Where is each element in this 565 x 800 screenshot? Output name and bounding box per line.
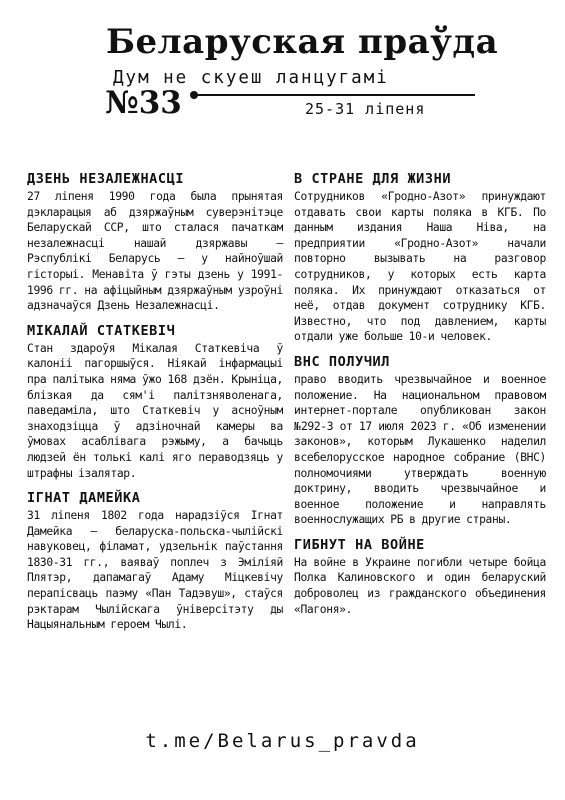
article-headline: ДЗЕНЬ НЕЗАЛЕЖНАСЦІ (27, 171, 185, 187)
article-vns (294, 353, 546, 528)
article-body: право вводить чрезвычайное и военное положение. На национальном правовом интернет-портале опубликован закон №292-З от 17 июля 2023 г. «Об изменении законов», которым Лукашенко наделил всебелорусское народное собрание (ВНС) полномочиями утверждать военную доктрину, вводить чрезвычайное и военное положение и направлять военнослужащих РБ в другие страны. (294, 372, 546, 527)
footer-telegram-link[interactable]: t.me/Belarus_pravda (145, 730, 420, 752)
article-body: 27 ліпеня 1990 года была прынятая дэкларацыя аб дзяржаўным суверэнітэце Беларускай ССР, што сталася пачаткам незалежнасці нашай дзяржавы – Рэспублікі Беларусь – у найноўшай гісторыі. Менавіта ў гэты дзень у 1991-1996 гг. на афіцыйным дзяржаўным узроўні адзначаўся Дзень Незалежнасці. (27, 190, 283, 313)
masthead-title: Беларуская праўда (106, 22, 499, 62)
article-independence-day (27, 170, 283, 314)
article-headline: МІКАЛАЙ СТАТКЕВІЧ (27, 322, 176, 339)
article-domeyko (27, 489, 283, 633)
article-headline: ГИБНУТ НА ВОЙНЕ (294, 536, 425, 553)
article-statkevich (27, 322, 283, 481)
issue-dates: 25-31 ліпеня (305, 100, 426, 118)
masthead-rule (193, 94, 475, 96)
article-body: Сотрудников «Гродно-Азот» принуждают отдавать свои карты поляка в КГБ. По данным издания Наша Ніва, на предприятии «Гродно-Азот» начали повторно вызывать на разговор сотрудников, у которых есть карта поляка. Их принуждают отказаться от неё, отдав документ сотруднику КГБ. Известно, что под давлением, карты отдали уже больше 10-и человек. (294, 190, 546, 344)
issue-number: №33 (105, 85, 182, 121)
right-column (294, 170, 546, 625)
article-grodno-azot (294, 170, 546, 345)
masthead-slogan: Дум не скуеш ланцугамі (113, 68, 389, 88)
article-headline: В СТРАНЕ ДЛЯ ЖИЗНИ (294, 171, 452, 187)
article-headline: ВНС ПОЛУЧИЛ (294, 353, 391, 370)
article-body: Стан здароўя Мікалая Статкевіча ў калоніі пагоршыўся. Ніякай інфармацыі пра палітыка няма ўжо 168 дзён. Крыніца, блізкая да сям'і палітзняволенага, паведаміла, што Статкевіч у асноўным знаходзіцца ў адзіночнай камеры ва ўмовах асаблівага рэжыму, а бачыць людзей ён толькі калі яго пераводзяць у штрафны ізалятар. (27, 341, 283, 480)
article-war-deaths (294, 536, 546, 617)
left-column (27, 170, 283, 641)
article-body: 31 ліпеня 1802 года нарадзіўся Ігнат Дамейка – беларуска-польска-чылійскі навуковец, філамат, удзельнік паўстання 1830-31 гг., ваяваў поплеч з Эміліяй Плятэр, дапамагаў Адаму Міцкевічу перапісваць паэму «Пан Тадэвуш», стаўся рэктарам Чылійскага ўніверсітэту ды Нацыянальным героем Чылі. (27, 509, 283, 632)
masthead-rule-dot (190, 91, 198, 99)
article-headline: ІГНАТ ДАМЕЙКА (27, 490, 141, 507)
article-body: На войне в Украине погибли четыре бойца Полка Калиновского и один беларуский доброволец из гражданского объединения «Пагоня». (294, 555, 546, 616)
